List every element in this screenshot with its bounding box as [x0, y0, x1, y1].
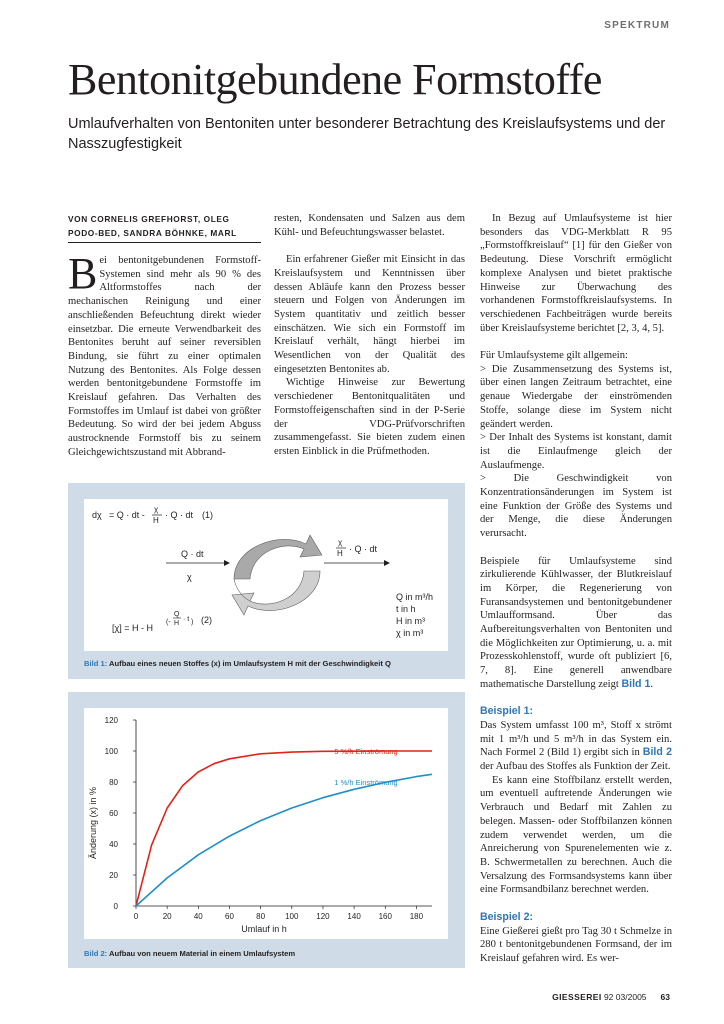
y-tick-label: 120: [104, 716, 118, 725]
magazine-name: GIESSEREI: [552, 992, 602, 1002]
eq1-denominator: H: [153, 516, 159, 525]
article-title: Bentonitgebundene Formstoffe: [68, 55, 602, 104]
author-byline: VON CORNELIS GREFHORST, OLEG PODO-BED, SANDRA BÖHNKE, MARL: [68, 212, 261, 243]
figure-reference: Bild 2: [642, 746, 673, 759]
eq1-differential: dχ: [92, 510, 102, 520]
section-label: SPEKTRUM: [604, 20, 670, 31]
series-line: [136, 774, 432, 906]
issue-date: 03/2005: [615, 992, 647, 1002]
eq2-lhs: [χ] = H - H: [112, 623, 153, 633]
caption-text: Aufbau von neuem Material in einem Umlaufsystem: [109, 949, 296, 958]
text-column-1: [68, 212, 261, 460]
paragraph: Ein erfahrener Gießer mit Einsicht in das Kreislaufsystem und Kenntnissen über dessen Abläufe kann den Prozess besser steuern und Folgen von Änderungen im System quantitativ und zeitlich besser einschätzen. Wie sich ein Formstoff im Kreislauf verhält, hängt hierbei im Wesentlichen von der Qualität des eingesetzten Bentonites ab.: [274, 254, 465, 375]
outflow-arrowhead: [384, 560, 390, 566]
x-tick-label: 40: [193, 912, 203, 921]
intro-text: ei bentonitgebundenen Formstoff-Systemen sind mehr als 90 % des Altformstoffes nach der mechanischen Reinigung und einer anschließenden Befeuchtung direkt wieder einsetzbar. Die erneute Verwendbarkeit des Bentonites beruht auf seiner reversiblen Bindung, sie führt zu einer optimalen Nutzung des Bentonites. Als Folge dessen werden bentonitgebundene Formstoffe im Kreislauf gefahren. Das Verhalten des Formstoffes im Umlauf ist dabei von größter Bedeutung. So wird der bei jedem Abguss austrocknende Formstoff bis zu seinem Gleichgewichtszustand mit Abbrand-: [68, 255, 261, 458]
y-tick-label: 60: [109, 809, 118, 818]
paragraph: [480, 719, 672, 774]
figure-reference: Bild 1: [621, 677, 651, 690]
eq1-rhs-b: · Q · dt: [165, 510, 194, 520]
eq2-time: · t: [183, 616, 190, 623]
eq2-close-paren: ): [191, 619, 194, 626]
circulation-diagram: [84, 499, 448, 651]
issue-number: 92: [603, 992, 614, 1002]
outflow-numerator: χ: [338, 538, 343, 547]
inflow-arrowhead: [224, 560, 230, 566]
paragraph-text: der Aufbau des Stoffes als Funktion der Zeit.: [480, 761, 671, 773]
article-subtitle: Umlaufverhalten von Bentoniten unter besonderer Betrachtung des Kreislaufsystems und der Nasszugfestigkeit: [68, 116, 666, 152]
caption-lead: Bild 2:: [84, 949, 108, 958]
caption-text: Aufbau eines neuen Stoffes (x) im Umlaufsystem H mit der Geschwindigkeit Q: [109, 659, 391, 668]
paragraph-text: Beispiele für Umlaufsysteme sind zirkulierende Kühlwasser, der Blutkreislauf im Körper, die Regenerierung von Furansandsystemen und bentonitgebundener Umlaufformsand. Über das Aufbereitungsverhalten von Bentoniten und die Möglichkeiten zur Optimierung, u. a. mit Prozesskohlenstoff, wurde oft publiziert [6, 7, 8]. Eine generell anwendbare mathematische Darstellung zeigt: [480, 555, 672, 690]
line-chart: [84, 708, 448, 939]
inflow-label: Q · dt: [181, 549, 204, 559]
x-tick-label: 80: [256, 912, 266, 921]
series-line: [136, 751, 432, 906]
y-axis-label: Änderung (x) in %: [88, 786, 98, 860]
series-label: 1 %/h Einströmung: [334, 778, 398, 787]
unit-legend-t: t in h: [396, 604, 416, 614]
eq1-number: (1): [202, 510, 213, 520]
eq2-numerator: Q: [174, 611, 180, 618]
x-tick-label: 60: [225, 912, 234, 921]
intro-paragraph: [68, 249, 261, 460]
eq2-number: (2): [201, 615, 212, 625]
unit-legend-chi: χ in m³: [396, 628, 424, 638]
text-column-2: [274, 212, 465, 459]
paragraph: [480, 555, 672, 692]
figure-1-panel: [84, 499, 448, 651]
chi-label: χ: [187, 572, 192, 582]
x-tick-label: 180: [409, 912, 424, 921]
unit-legend-h: H in m³: [396, 616, 425, 626]
bullet-item: > Der Inhalt des Systems ist konstant, damit ist die Einlaufmenge gleich der Auslaufmenge.: [480, 432, 672, 471]
x-tick-label: 20: [162, 912, 172, 921]
figure-2-panel: [84, 708, 448, 939]
figure-2-caption: [84, 949, 295, 958]
eq1-rhs-a: = Q · dt -: [109, 510, 145, 520]
y-tick-label: 0: [113, 902, 118, 911]
figure-1-caption: [84, 659, 391, 668]
text-column-3: [480, 212, 672, 966]
x-tick-label: 140: [347, 912, 361, 921]
paragraph: resten, Kondensaten und Salzen aus dem Kühl- und Befeuchtungswasser belastet.: [274, 213, 465, 238]
example-heading: Beispiel 1:: [480, 705, 533, 718]
example-heading: Beispiel 2:: [480, 910, 533, 923]
paragraph: Für Umlaufsysteme gilt allgemein:: [480, 350, 628, 362]
x-axis-label: Umlauf in h: [241, 924, 287, 934]
drop-cap: B: [68, 249, 98, 298]
circulation-arrows-icon: [232, 535, 322, 615]
x-tick-label: 0: [133, 912, 139, 921]
paragraph: Wichtige Hinweise zur Bewertung verschiedener Bentonitqualitäten und Formstoffeigenschaften sind in der P-Serie der VDG-Prüfvorschriften zusammengefasst. Sie bieten zudem einen ersten Einblick in die Prüfmethoden.: [274, 377, 465, 457]
y-tick-label: 100: [104, 747, 118, 756]
outflow-denominator: H: [337, 549, 343, 558]
y-tick-label: 40: [109, 840, 118, 849]
eq1-numerator: χ: [154, 505, 159, 514]
paragraph: Eine Gießerei gießt pro Tag 30 t Schmelze in 280 t bentonitgebundenen Formsand, der im Kreislauf gefahren wird. Es wer-: [480, 925, 672, 964]
bullet-item: > Die Geschwindigkeit von Konzentrationsänderungen im System ist eine Funktion der Größe des Systems und der Menge, die diese Änderungen verursacht.: [480, 473, 672, 540]
x-tick-label: 100: [285, 912, 299, 921]
figure-1: [68, 483, 465, 679]
eq2-open-paren: (-: [166, 619, 171, 626]
x-tick-label: 120: [316, 912, 330, 921]
y-tick-label: 20: [109, 871, 118, 880]
x-tick-label: 160: [378, 912, 392, 921]
figure-2: [68, 692, 465, 968]
caption-lead: Bild 1:: [84, 659, 108, 668]
unit-legend-q: Q in m³/h: [396, 592, 434, 602]
outflow-label: · Q · dt: [349, 544, 378, 554]
paragraph: Es kann eine Stoffbilanz erstellt werden, um eventuell auftretende Änderungen wie Verbrauch und Bedarf mit Zahlen zu belegen. Massen- oder Stoffbilanzen können zudem verwendet werden, um die Anreicherung von Spurenelementen wie z. B. Schwermetallen zu berechnen. Auch die Versalzung des Formsandsystems kann über eine Formsandbilanz berechnet werden.: [480, 774, 672, 896]
page-footer: [552, 992, 670, 1002]
paragraph-end: .: [650, 678, 654, 690]
paragraph: In Bezug auf Umlaufsysteme ist hier besonders das VDG-Merkblatt R 95 „Formstoffkreislauf“ [1] für den Gießer von Bedeutung. Diese Vorschrift ermöglicht komplexe Analysen und bietet praktische Hinweise zur Überwachung des vorhandenen Formstoffkreislaufsystems. In verschiedenen Fachbeiträgen wurde bereits über Kreislaufsysteme berichtet [2, 3, 4, 5].: [480, 213, 672, 334]
page-number: 63: [660, 992, 670, 1002]
bullet-item: > Die Zusammensetzung des Systems ist, über einen langen Zeitraum betrachtet, eine genaue Wiedergabe der einströmenden Stoffe, solange diese im System nicht geändert werden.: [480, 363, 672, 430]
eq2-denominator: H: [174, 620, 180, 627]
paragraph-text: Das System umfasst 100 m³, Stoff x strömt mit 1 m³/h und 5 m³/h in das System ein. Nach Formel 2 (Bild 1) ergibt sich in: [480, 719, 672, 759]
series-label: 5 %/h Einströmung: [334, 747, 398, 756]
y-tick-label: 80: [109, 778, 118, 787]
